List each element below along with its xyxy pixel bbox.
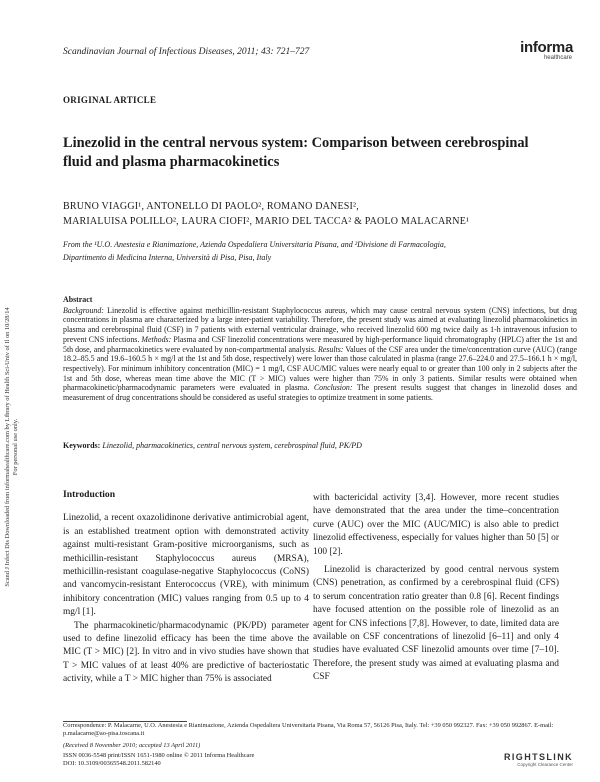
body-column-left [63, 488, 309, 687]
abstract-conclusion: The present results suggest that changes in linezolid doses and measurement of drug concentrations should be considered as useful strategies to optimize treatment in some patients. [63, 383, 577, 403]
author-list [63, 199, 563, 229]
rightslink-sub: Copyright Clearance Center [517, 762, 573, 767]
rightslink-logo[interactable] [504, 752, 573, 767]
introduction-paragraph-2: The pharmacokinetic/pharmacodynamic (PK/PD) parameter used to define linezolid efficacy has been the time above the MIC (T > MIC) [2]. In vitro and in vivo studies have shown that T > MIC values of at least 40% are predictive of bacteriostatic activity, while a T > MIC higher than 75% is associated [63, 620, 309, 685]
introduction-paragraph-3: with bactericidal activity [3,4]. However, more recent studies have demonstrated that the area under the time–concentration curve (AUC) over the MIC (AUC/MIC) is also able to predict linezolid effectiveness, especially for values higher than 50 [5] or 100 [2]. [313, 493, 559, 557]
abstract-methods: Plasma and CSF linezolid concentrations were measured by high-performance liquid chromatography (HPLC) after the 1st and 5th dose, and pharmacokinetics were evaluated by non-compartmental analysis. [63, 334, 577, 354]
abstract-results: Values of the CSF area under the time/concentration curve (AUC) (range 18.2–85.5 and 19.6–160.5 h × mg/l at the 1st and 5th dose, respectively) were lower than those calculated in plasma (range 27.6–224.0 and 27.5–166.1 h × mg/l, respectively). For minimum inhibitory concentration (MIC) = 1 mg/l, CSF AUC/MIC values were nearly equal to or greater than 100 only in 2 subjects after the 1st and 5th dose, whereas mean time above the MIC (T > MIC) values were higher than 75% in only 3 patients. Similar results were obtained when pharmacokinetic/pharmacodynamic parameters were evaluated in plasma. [63, 344, 577, 393]
article-type: ORIGINAL ARTICLE [63, 95, 157, 105]
download-stamp-line2: For personal use only. [12, 418, 19, 476]
doi-line: DOI: 10.3109/00365548.2011.582140 [63, 760, 161, 767]
abstract-conclusion-label: Conclusion: [313, 383, 353, 393]
affiliation-line-1: From the ¹U.O. Anestesia e Rianimazione, Azienda Ospedaliera Universitaria Pisana, and ²Divisione di Farmacologia, [63, 240, 446, 249]
issn-line: ISSN 0036-5548 print/ISSN 1651-1980 online © 2011 Informa Healthcare [63, 752, 255, 759]
article-title: Linezolid in the central nervous system: Comparison between cerebrospinal fluid and plasma pharmacokinetics [63, 135, 529, 170]
download-stamp [2, 222, 22, 672]
author-line-2: MARIALUISA POLILLO², LAURA CIOFI², MARIO DEL TACCA² & PAOLO MALACARNE¹ [63, 216, 470, 227]
introduction-paragraph-4: Linezolid is characterized by good central nervous system (CNS) penetration, as confirmed by a cerebrospinal fluid (CFS) to serum concentration ratio greater than 0.8 [6]. Recent findings have focused attention on the possible role of linezolid as an agent for CNS infections [7,8]. However, to date, limited data are available on CSF concentrations of linezolid [6–11] and only 4 studies have evaluated CSF linezolid amounts over time [7–10]. Therefore, the present study was aimed at evaluating plasma and CSF [313, 565, 559, 683]
affiliation-line-2: Dipartimento di Medicina Interna, Università di Pisa, Pisa, Italy [63, 253, 272, 262]
abstract [63, 295, 577, 403]
rightslink-name: RIGHTSLINK [504, 752, 573, 762]
abstract-heading: Abstract [63, 295, 93, 304]
journal-citation: Scandinavian Journal of Infectious Diseases, 2011; 43: 721–727 [63, 47, 310, 57]
abstract-background: Linezolid is effective against methicillin-resistant Staphylococcus aureus, which may cause central nervous system (CNS) infections, but drug concentrations in plasma are characterized by a large inter-patient variability. Therefore, the present study was aimed at evaluating linezolid pharmacokinetics in plasma and cerebrospinal fluid (CSF) in 7 patients with external ventricular drainage, who received linezolid 600 mg twice daily as 1-h intravenous infusion to prevent CNS infections. [63, 305, 577, 344]
body-column-right [313, 492, 559, 685]
publisher-logo[interactable] [520, 40, 573, 62]
publisher-logo-name: informa [520, 39, 573, 56]
keywords-value: Linezolid, pharmacokinetics, central nervous system, cerebrospinal fluid, PK/PD [100, 441, 362, 450]
publisher-logo-sub: healthcare [543, 55, 572, 61]
affiliations [63, 238, 563, 264]
abstract-results-label: Results: [317, 344, 344, 354]
download-stamp-line1: Scand J Infect Dis Downloaded from informahealthcare.com by Library of Health Sci-Univ of Il on 10/28/14 [4, 307, 11, 587]
abstract-background-label: Background: [63, 305, 104, 315]
author-line-1: BRUNO VIAGGI¹, ANTONELLO DI PAOLO², ROMANO DANESI², [63, 201, 359, 212]
abstract-methods-label: Methods: [141, 334, 172, 344]
introduction-heading: Introduction [63, 489, 116, 500]
correspondence-note: Correspondence: P. Malacarne, U.O. Anestesia e Rianimazione, Azienda Ospedaliera Universitaria Pisana, Via Roma 57, 56126 Pisa, Italy. Tel: +39 050 992327. Fax: +39 050 992867. E-mail: p.malacarne@ao-pisa.toscana.it [63, 722, 554, 737]
keywords [63, 441, 577, 450]
abstract-body [63, 306, 577, 403]
received-dates: (Received 8 November 2010; accepted 13 April 2011) [63, 742, 201, 749]
keywords-label: Keywords: [63, 441, 101, 450]
introduction-paragraph-1: Linezolid, a recent oxazolidinone derivative antimicrobial agent, is an established treatment option with demonstrated activity against multi-resistant Gram-positive microorganisms, such as methicillin-resistant Staphylococcus aureus (MRSA), methicillin-resistant coagulase-negative Staphylococcus (CoNS) and vancomycin-resistant Enterococcus (VRE), with minimum inhibitory concentration (MIC) values ranging from 0.5 up to 4 mg/l [1]. [63, 513, 309, 618]
